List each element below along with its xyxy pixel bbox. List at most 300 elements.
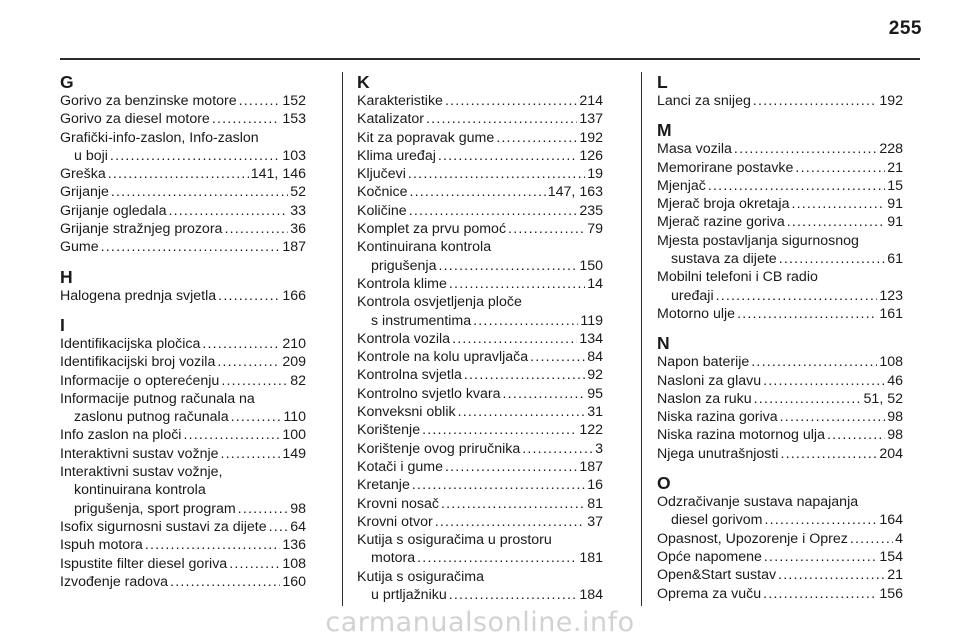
index-entry[interactable] (60, 372, 306, 390)
entry-pages: 4 (895, 530, 903, 547)
entry-text-line: Kutija s osiguračima (357, 568, 484, 585)
index-column-1 (60, 72, 306, 591)
index-section (657, 473, 903, 603)
entry-text-line: Kontinuirana kontrola (357, 239, 492, 256)
index-entry[interactable] (60, 390, 306, 427)
entry-row (657, 159, 903, 177)
index-entry[interactable] (357, 531, 603, 568)
index-section (657, 72, 903, 110)
dot-leader (827, 426, 885, 444)
entry-row (357, 385, 603, 403)
index-entry[interactable] (357, 110, 603, 128)
entry-label: Količine (357, 202, 407, 219)
entry-pages: 137 (579, 111, 603, 128)
entry-label: Kontrole na kolu upravljača (357, 349, 529, 366)
entry-row (357, 366, 603, 384)
entry-label: Naslon za ruku (657, 390, 752, 407)
entry-pages: 37 (587, 513, 603, 530)
index-entry[interactable] (60, 426, 306, 444)
entry-pages: 150 (579, 257, 603, 274)
entry-pages: 187 (579, 458, 603, 475)
index-entry[interactable] (60, 463, 306, 518)
entry-row (60, 408, 306, 426)
index-entry[interactable] (60, 287, 306, 305)
dot-leader (763, 585, 877, 603)
dot-leader (464, 366, 585, 384)
column-divider (342, 72, 343, 606)
entry-label: Identifikacijski broj vozila (60, 354, 216, 371)
entry-pages: 192 (579, 129, 603, 146)
entry-row (60, 165, 306, 183)
entry-row (357, 476, 603, 494)
index-entry[interactable] (60, 238, 306, 256)
entry-row (357, 202, 603, 220)
index-section (60, 267, 306, 305)
watermark: carmanualsonline.info (325, 607, 635, 638)
entry-row (657, 250, 903, 268)
index-entry[interactable] (357, 421, 603, 439)
entry-row (357, 513, 603, 531)
entry-label: Kontrola vozila (357, 330, 451, 347)
index-entry[interactable] (657, 585, 903, 603)
entry-label: Niska razina goriva (657, 409, 778, 426)
entry-pages: 119 (580, 312, 603, 329)
index-entry[interactable] (657, 445, 903, 463)
entry-row (357, 147, 603, 165)
dot-leader (409, 183, 545, 201)
entry-label: prigušenja, sport program (74, 500, 236, 517)
entry-label: sustava za dijete (671, 251, 777, 268)
index-entry[interactable] (60, 536, 306, 554)
dot-leader (780, 408, 886, 426)
entry-row (657, 511, 903, 529)
entry-row (657, 353, 903, 371)
entry-label: u boji (74, 147, 108, 164)
index-entry[interactable] (657, 372, 903, 390)
index-entry[interactable] (657, 305, 903, 323)
index-entry[interactable] (60, 573, 306, 591)
entry-label: Grijanje ogledala (60, 202, 167, 219)
entry-label: Krovni nosač (357, 495, 440, 512)
entry-label: Gume (60, 239, 99, 256)
entry-row (357, 403, 603, 421)
entry-row (657, 195, 903, 213)
entry-label: Kočnice (357, 184, 408, 201)
entry-pages: 79 (587, 221, 603, 238)
entry-pages: 98 (290, 500, 306, 517)
entry-label: Komplet za prvu pomoć (357, 221, 507, 238)
entry-row (60, 147, 306, 165)
entry-row (60, 287, 306, 305)
index-entry[interactable] (60, 183, 306, 201)
dot-leader (170, 573, 280, 591)
entry-text-line: Kontrola osvjetljenja ploče (357, 294, 522, 311)
entry-label: Klima uređaj (357, 147, 436, 164)
index-section (357, 72, 603, 604)
entry-row (60, 555, 306, 573)
index-entry[interactable] (657, 92, 903, 110)
section-letter: O (657, 473, 671, 494)
entry-row (60, 353, 306, 371)
entry-label: u prtljažniku (371, 587, 447, 604)
entry-pages: 98 (887, 409, 903, 426)
entry-pages: 210 (282, 335, 306, 352)
section-letter: L (657, 72, 668, 92)
dot-leader (503, 385, 586, 403)
entry-label: zaslonu putnog računala (74, 409, 229, 426)
entry-pages: 136 (282, 537, 306, 554)
index-section (60, 315, 306, 591)
entry-pages: 51, 52 (863, 390, 903, 407)
entry-label: Gorivo za diesel motore (60, 111, 210, 128)
entry-text-line: Grafički-info-zaslon, Info-zaslon (60, 129, 259, 146)
entry-pages: 209 (282, 354, 306, 371)
entry-pages: 61 (887, 251, 903, 268)
dot-leader (417, 549, 577, 567)
entry-row (657, 548, 903, 566)
dot-leader (108, 165, 249, 183)
entry-pages: 91 (887, 196, 903, 213)
index-column-2 (357, 72, 603, 604)
dot-leader (239, 92, 281, 110)
entry-pages: 46 (887, 372, 903, 389)
entry-row (357, 275, 603, 293)
index-entry[interactable] (357, 385, 603, 403)
entry-row (357, 183, 603, 201)
entry-label: Mjerač razine goriva (657, 214, 785, 231)
entry-row (657, 140, 903, 158)
index-entry[interactable] (357, 366, 603, 384)
index-entry[interactable] (357, 202, 603, 220)
dot-leader (445, 458, 577, 476)
entry-label: Gorivo za benzinske motore (60, 93, 237, 109)
index-entry[interactable] (60, 335, 306, 353)
index-entry[interactable] (357, 348, 603, 366)
entry-pages: 164 (879, 512, 903, 529)
column-divider (641, 72, 642, 606)
entry-row (357, 348, 603, 366)
entry-pages: 156 (879, 585, 903, 602)
entry-pages: 181 (579, 550, 603, 567)
dot-leader (449, 275, 585, 293)
entry-pages: 52 (290, 184, 306, 201)
entry-label: Krovni otvor (357, 513, 433, 530)
index-entry[interactable] (357, 495, 603, 513)
dot-leader (202, 335, 280, 353)
dot-leader (217, 353, 280, 371)
index-entry[interactable] (357, 183, 603, 201)
entry-label: Kontrolno svjetlo kvara (357, 385, 501, 402)
entry-pages: 36 (290, 221, 306, 238)
entry-pages: 184 (579, 587, 603, 604)
entry-label: Kontrolna svjetla (357, 367, 462, 384)
index-entry[interactable] (357, 147, 603, 165)
dot-leader (426, 110, 577, 128)
index-entry[interactable] (60, 165, 306, 183)
dot-leader (145, 536, 281, 554)
entry-pages: 82 (290, 372, 306, 389)
entry-pages: 154 (879, 548, 903, 565)
entry-pages: 103 (282, 147, 306, 164)
entry-row (60, 238, 306, 256)
index-entry[interactable] (357, 293, 603, 330)
dot-leader (441, 495, 585, 513)
index-entry[interactable] (657, 140, 903, 158)
entry-row (357, 440, 603, 458)
entry-label: uređaji (671, 287, 714, 304)
entry-row (657, 305, 903, 323)
index-entry[interactable] (60, 353, 306, 371)
index-entry[interactable] (357, 238, 603, 275)
index-entry[interactable] (657, 426, 903, 444)
dot-leader (787, 213, 885, 231)
dot-leader (221, 445, 281, 463)
entry-label: Grijanje stražnjeg prozora (60, 221, 223, 238)
entry-row (657, 92, 903, 110)
entry-row (60, 500, 306, 518)
entry-pages: 16 (587, 477, 603, 494)
index-entry[interactable] (60, 555, 306, 573)
index-entry[interactable] (357, 513, 603, 531)
index-entry[interactable] (657, 493, 903, 530)
dot-leader (449, 586, 578, 604)
index-entry[interactable] (60, 110, 306, 128)
index-entry[interactable] (657, 530, 903, 548)
entry-pages: 192 (879, 93, 903, 109)
entry-row (60, 92, 306, 110)
entry-label: Korištenje (357, 422, 421, 439)
entry-label: Nasloni za glavu (657, 372, 762, 389)
dot-leader (791, 195, 885, 213)
entry-label: Ispuh motora (60, 537, 143, 554)
entry-label: Korištenje ovog priručnika (357, 440, 521, 457)
index-entry[interactable] (657, 195, 903, 213)
index-entry[interactable] (60, 129, 306, 166)
entry-row (657, 177, 903, 195)
dot-leader (522, 440, 593, 458)
entry-row (657, 287, 903, 305)
entry-pages: 100 (282, 427, 306, 444)
dot-leader (737, 305, 877, 323)
entry-label: Motorno ulje (657, 305, 736, 322)
index-entry[interactable] (657, 566, 903, 584)
entry-row (357, 220, 603, 238)
entry-row (657, 213, 903, 231)
index-section (657, 333, 903, 463)
dot-leader (751, 353, 877, 371)
entry-label: Halogena prednja svjetla (60, 287, 217, 304)
index-entry[interactable] (60, 518, 306, 536)
entry-label: Mjerač broja okretaja (657, 196, 790, 213)
entry-text-line: Odzračivanje sustava napajanja (657, 494, 859, 511)
index-entry[interactable] (357, 92, 603, 110)
entry-label: Opće napomene (657, 548, 762, 565)
entry-pages: 187 (282, 239, 306, 256)
entry-row (357, 421, 603, 439)
index-entry[interactable] (357, 275, 603, 293)
entry-pages: 92 (587, 367, 603, 384)
entry-label: Greška (60, 166, 106, 183)
dot-leader (212, 110, 281, 128)
index-entry[interactable] (60, 445, 306, 463)
section-letter: I (60, 314, 65, 335)
entry-row (357, 110, 603, 128)
index-section (657, 120, 903, 323)
index-entry[interactable] (657, 159, 903, 177)
dot-leader (716, 287, 878, 305)
entry-row (357, 586, 603, 604)
index-entry[interactable] (357, 568, 603, 605)
page-number: 255 (888, 18, 922, 39)
entry-label: Open&Start sustav (657, 567, 777, 584)
dot-leader (473, 312, 578, 330)
entry-pages: 126 (579, 147, 603, 164)
entry-pages: 153 (282, 111, 306, 128)
entry-pages: 31 (587, 404, 603, 421)
index-entry[interactable] (657, 268, 903, 305)
index-entry[interactable] (357, 165, 603, 183)
entry-pages: 81 (587, 495, 603, 512)
dot-leader (435, 513, 586, 531)
entry-row (60, 183, 306, 201)
entry-row (657, 390, 903, 408)
index-entry[interactable] (657, 548, 903, 566)
entry-row (357, 549, 603, 567)
dot-leader (269, 518, 289, 536)
dot-leader (229, 555, 280, 573)
dot-leader (496, 129, 577, 147)
dot-leader (779, 250, 886, 268)
index-entry[interactable] (357, 458, 603, 476)
entry-pages: 33 (290, 202, 306, 219)
entry-label: Kit za popravak gume (357, 129, 495, 146)
index-entry[interactable] (60, 202, 306, 220)
entry-label: Masa vozila (657, 141, 732, 158)
index-entry[interactable] (657, 177, 903, 195)
dot-leader (110, 147, 280, 165)
entry-label: Kotači i gume (357, 458, 443, 475)
index-entry[interactable] (357, 440, 603, 458)
entry-row (357, 257, 603, 275)
entry-row (657, 426, 903, 444)
entry-label: Konveksni oblik (357, 404, 456, 421)
entry-pages: 64 (290, 518, 306, 535)
dot-leader (763, 372, 885, 390)
index-entry[interactable] (357, 403, 603, 421)
entry-row (60, 335, 306, 353)
dot-leader (221, 372, 288, 390)
entry-pages: 134 (579, 330, 603, 347)
entry-label: Kontrola klime (357, 275, 447, 292)
dot-leader (408, 165, 585, 183)
entry-text-line: Informacije putnog računala na (60, 390, 255, 407)
section-letter: H (60, 266, 73, 287)
index-entry[interactable] (357, 220, 603, 238)
dot-leader (183, 426, 280, 444)
entry-row (357, 92, 603, 110)
index-entry[interactable] (657, 353, 903, 371)
index-entry[interactable] (357, 129, 603, 147)
entry-pages: 108 (282, 555, 306, 572)
dot-leader (111, 183, 288, 201)
entry-label: Mjenjač (657, 177, 706, 194)
entry-pages: 228 (879, 141, 903, 158)
entry-pages: 152 (282, 93, 306, 109)
entry-text-line: Kutija s osiguračima u prostoru (357, 532, 552, 549)
dot-leader (780, 445, 877, 463)
index-entry[interactable] (357, 476, 603, 494)
entry-label: Grijanje (60, 184, 109, 201)
dot-leader (218, 287, 280, 305)
entry-pages: 98 (887, 427, 903, 444)
entry-pages: 122 (579, 422, 603, 439)
entry-row (357, 330, 603, 348)
entry-label: Informacije o opterećenju (60, 372, 220, 389)
index-entry[interactable] (657, 232, 903, 269)
dot-leader (708, 177, 885, 195)
entry-pages: 15 (887, 177, 903, 194)
entry-pages: 149 (282, 445, 306, 462)
index-entry[interactable] (357, 330, 603, 348)
entry-label: s instrumentima (371, 312, 472, 329)
dot-leader (101, 238, 281, 256)
entry-pages: 161 (879, 305, 903, 322)
dot-leader (764, 548, 877, 566)
entry-row (357, 129, 603, 147)
index-column-3 (657, 72, 903, 603)
entry-row (357, 165, 603, 183)
index-entry[interactable] (60, 92, 306, 110)
entry-pages: 21 (887, 159, 903, 176)
entry-pages: 21 (887, 567, 903, 584)
entry-pages: 19 (587, 166, 603, 183)
entry-label: Izvođenje radova (60, 573, 169, 590)
dot-leader (238, 500, 289, 518)
dot-leader (168, 202, 288, 220)
dot-leader (438, 257, 577, 275)
entry-pages: 95 (587, 385, 603, 402)
entry-text-line: Mobilni telefoni i CB radio (657, 269, 818, 286)
entry-label: Njega unutrašnjosti (657, 445, 779, 462)
entry-row (60, 573, 306, 591)
entry-label: prigušenja (371, 257, 437, 274)
dot-leader (224, 220, 288, 238)
entry-pages: 91 (887, 214, 903, 231)
entry-label: Info zaslon na ploči (60, 427, 182, 444)
dot-leader (530, 348, 585, 366)
index-entry[interactable] (657, 408, 903, 426)
entry-row (357, 458, 603, 476)
entry-row (60, 220, 306, 238)
entry-pages: 3 (595, 440, 603, 457)
entry-text-line: Interaktivni sustav vožnje, (60, 464, 223, 481)
entry-pages: 141, 146 (250, 166, 306, 183)
entry-row (657, 585, 903, 603)
dot-leader (458, 403, 586, 421)
entry-label: Niska razina motornog ulja (657, 427, 825, 444)
entry-row (657, 445, 903, 463)
entry-row (60, 110, 306, 128)
entry-row (657, 408, 903, 426)
section-letter: N (657, 333, 670, 354)
entry-row (657, 566, 903, 584)
dot-leader (445, 92, 577, 110)
index-entry[interactable] (657, 390, 903, 408)
entry-pages: 84 (587, 349, 603, 366)
entry-label: Identifikacijska pločica (60, 335, 201, 352)
index-entry[interactable] (60, 220, 306, 238)
index-entry[interactable] (657, 213, 903, 231)
